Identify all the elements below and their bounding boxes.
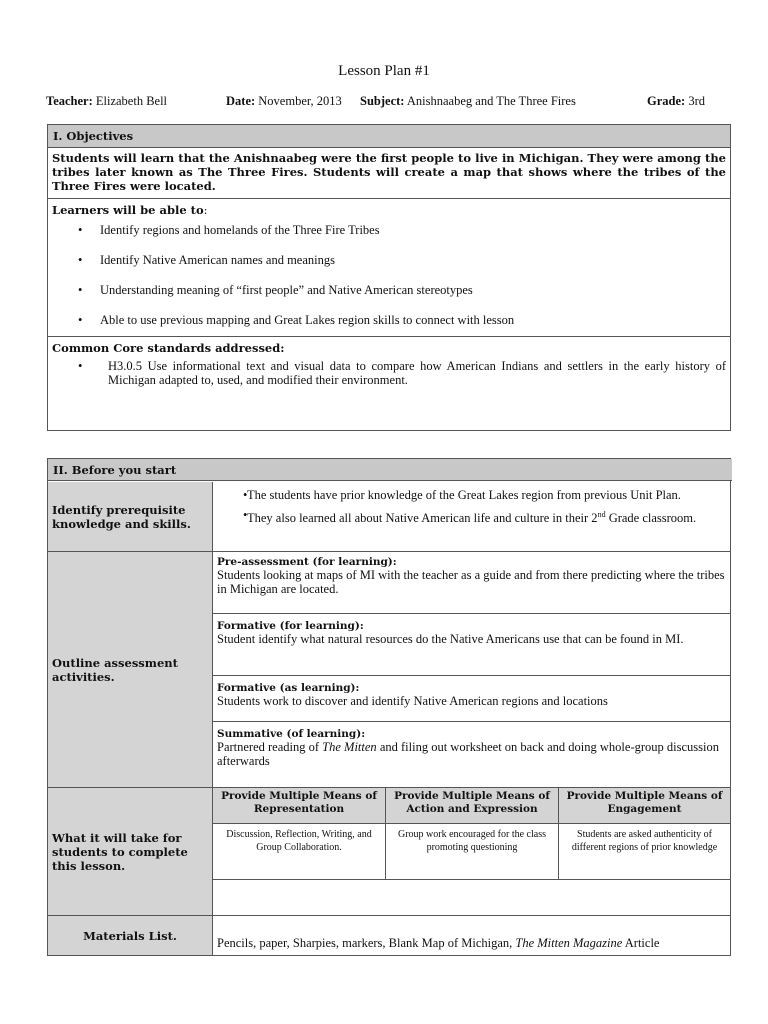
subject-value: Anishnaabeg and The Three Fires	[406, 94, 576, 108]
learners-block	[48, 199, 730, 337]
teacher-value: Elizabeth Bell	[95, 94, 168, 108]
assessment-title: Formative (for learning):	[217, 620, 364, 632]
assessment-text: Students looking at maps of MI with the teacher as a guide and from there predicting where the tribes in Michigan are located.	[217, 568, 725, 596]
standard-item: • H3.0.5 Use informational text and visual data to compare how American Indians and settlers in the early history of Michigan adapted to, used, and modified their environment.	[52, 359, 726, 387]
assessment-summative	[213, 722, 730, 788]
assessment-formative-for	[213, 614, 730, 676]
learners-list	[52, 223, 726, 328]
udl-cell-engagement: Students are asked authenticity of different regions of prior knowledge	[559, 824, 730, 880]
page-title: Lesson Plan #1	[338, 63, 430, 79]
udl-cell-action: Group work encouraged for the class promoting questioning	[386, 824, 559, 880]
list-item: • The students have prior knowledge of the Great Lakes region from previous Unit Plan.	[217, 488, 726, 502]
assessment-title: Formative (as learning):	[217, 682, 360, 694]
udl-header-representation: Provide Multiple Means of Representation	[213, 788, 386, 824]
date-label: Date:	[226, 94, 256, 108]
before-section	[47, 458, 731, 956]
list-item: • Understanding meaning of “first people” and Native American stereotypes	[52, 283, 726, 298]
assessment-title: Summative (of learning):	[217, 728, 366, 740]
assessment-formative-as	[213, 676, 730, 722]
list-item: • They also learned all about Native American life and culture in their 2nd Grade classroom.	[217, 508, 726, 525]
subject-label: Subject:	[360, 94, 405, 108]
grade-label: Grade:	[647, 94, 686, 108]
standards-label: Common Core standards addressed:	[52, 341, 285, 355]
materials-label: Materials List.	[48, 916, 213, 955]
mitten-title: The Mitten	[322, 740, 377, 754]
udl-header-action: Provide Multiple Means of Action and Expression	[386, 788, 559, 824]
superscript-nd: nd	[597, 510, 606, 519]
list-item: • Able to use previous mapping and Great Lakes region skills to connect with lesson	[52, 313, 726, 328]
assessment-pre	[213, 552, 730, 614]
learners-label: Learners will be able to	[52, 203, 204, 217]
lesson-meta	[46, 94, 726, 112]
mitten-magazine-title: The Mitten Magazine	[515, 936, 623, 950]
materials-cell: Pencils, paper, Sharpies, markers, Blank Map of Michigan, The Mitten Magazine Article	[217, 936, 660, 950]
assessment-text: Partnered reading of The Mitten and filing out worksheet on back and doing whole-group discussion afterwards	[217, 740, 719, 768]
prereq-label: Identify prerequisite knowledge and skills.	[48, 482, 213, 552]
assessment-text: Student identify what natural resources do the Native Americans use that can be found in MI.	[217, 632, 684, 646]
list-item: • Identify Native American names and meanings	[52, 253, 726, 268]
udl-header-engagement: Provide Multiple Means of Engagement	[559, 788, 730, 824]
list-item: • Identify regions and homelands of the Three Fire Tribes	[52, 223, 726, 238]
teacher-label: Teacher:	[46, 94, 93, 108]
udl-empty-row	[213, 880, 730, 916]
objectives-header: I. Objectives	[48, 125, 730, 148]
assessment-title: Pre-assessment (for learning):	[217, 556, 397, 568]
grade-value: 3rd	[688, 94, 705, 108]
objectives-section	[47, 124, 731, 431]
assessment-text: Students work to discover and identify Native American regions and locations	[217, 694, 608, 708]
before-header: II. Before you start	[48, 459, 732, 481]
objectives-statement: Students will learn that the Anishnaabeg were the first people to live in Michigan. They were among the tribes later known as The Three Fires. Students will create a map that shows where the tribes of the Three Fires were located.	[48, 148, 730, 199]
date-value: November, 2013	[258, 94, 342, 108]
learners-colon: :	[203, 203, 208, 217]
udl-cell-representation: Discussion, Reflection, Writing, and Group Collaboration.	[213, 824, 386, 880]
standards-block	[48, 337, 730, 391]
prereq-cell	[213, 482, 730, 552]
assessment-label: Outline assessment activities.	[48, 552, 213, 788]
take-label: What it will take for students to complete this lesson.	[48, 788, 213, 916]
